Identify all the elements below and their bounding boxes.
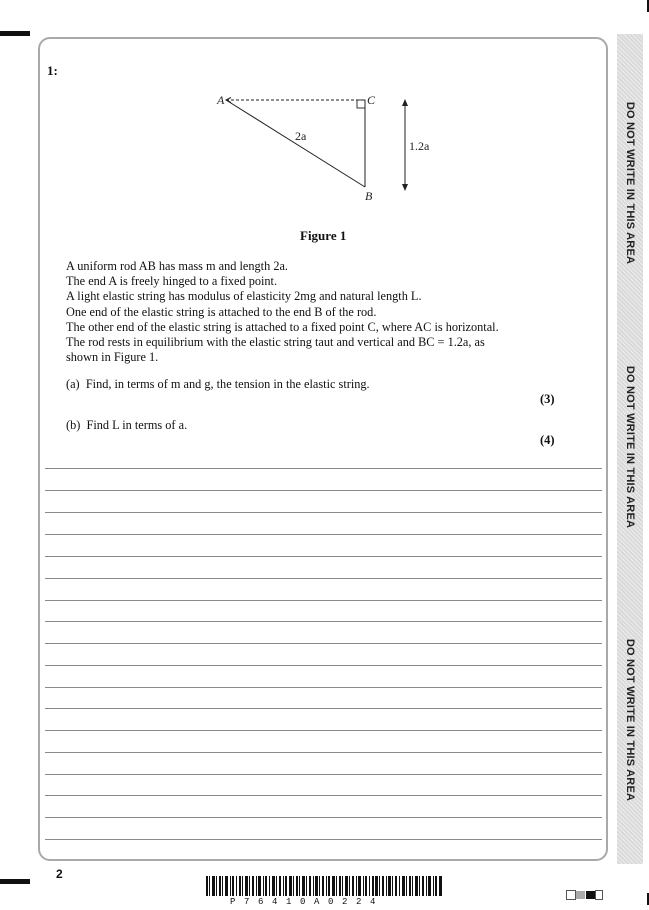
answer-line[interactable] [45,795,602,796]
answer-line[interactable] [45,839,602,840]
registration-bar-bottom [0,879,30,884]
part-a-text: Find, in terms of m and g, the tension in the elastic string. [85,377,370,391]
label-a: A [217,93,225,107]
page-number: 2 [56,867,63,881]
answer-line[interactable] [45,817,602,818]
stem-line: The end A is freely hinged to a fixed point. [66,274,278,289]
stem-line: One end of the elastic string is attached to the end B of the rod. [66,304,377,319]
label-height: 1.2a [409,139,430,153]
answer-line[interactable] [45,708,602,709]
margin-warning-3: DO NOT WRITE IN THIS AREA [624,638,636,802]
part-a-marks: (3) [540,392,555,406]
question-number: 1: [47,63,58,78]
answer-line[interactable] [45,468,602,469]
stem-line: The other end of the elastic string is attached to a fixed point C, where AC is horizontal. [66,319,499,334]
answer-line[interactable] [45,752,602,753]
registration-bar-top [0,31,30,36]
part-a-label: (a) [66,377,80,391]
corner-mark [566,890,604,900]
margin-warning-2: DO NOT WRITE IN THIS AREA [624,365,636,529]
figure-diagram [200,88,440,206]
height-arrow-top-head [402,99,408,106]
answer-line[interactable] [45,621,602,622]
answer-line[interactable] [45,534,602,535]
part-b-marks: (4) [540,433,555,447]
part-b [66,418,187,433]
answer-line[interactable] [45,665,602,666]
answer-line[interactable] [45,600,602,601]
stem-line: shown in Figure 1. [66,350,159,365]
figure-caption: Figure 1 [300,228,347,243]
rod-ab [226,100,365,187]
barcode [206,876,442,896]
answer-line[interactable] [45,774,602,775]
answer-line[interactable] [45,730,602,731]
stem-line: A uniform rod AB has mass m and length 2a. [66,259,289,273]
barcode-text: P76410A0224 [230,897,385,907]
answer-line[interactable] [45,687,602,688]
question-stem [66,259,546,365]
answer-line[interactable] [45,512,602,513]
label-rod-length: 2a [295,129,307,143]
part-b-label: (b) [66,418,81,432]
label-c: C [367,93,376,107]
right-angle-marker [357,100,365,108]
margin-warning-1: DO NOT WRITE IN THIS AREA [624,101,636,265]
stem-line: A light elastic string has modulus of elasticity 2mg and natural length L. [66,289,422,304]
answer-line[interactable] [45,490,602,491]
answer-line[interactable] [45,578,602,579]
part-a [66,377,370,392]
height-arrow-bottom-head [402,184,408,191]
part-b-text: Find L in terms of a. [86,418,188,432]
answer-line[interactable] [45,643,602,644]
answer-line[interactable] [45,556,602,557]
label-b: B [365,189,373,203]
stem-line: The rod rests in equilibrium with the elastic string taut and vertical and BC = 1.2a, as [66,335,485,350]
